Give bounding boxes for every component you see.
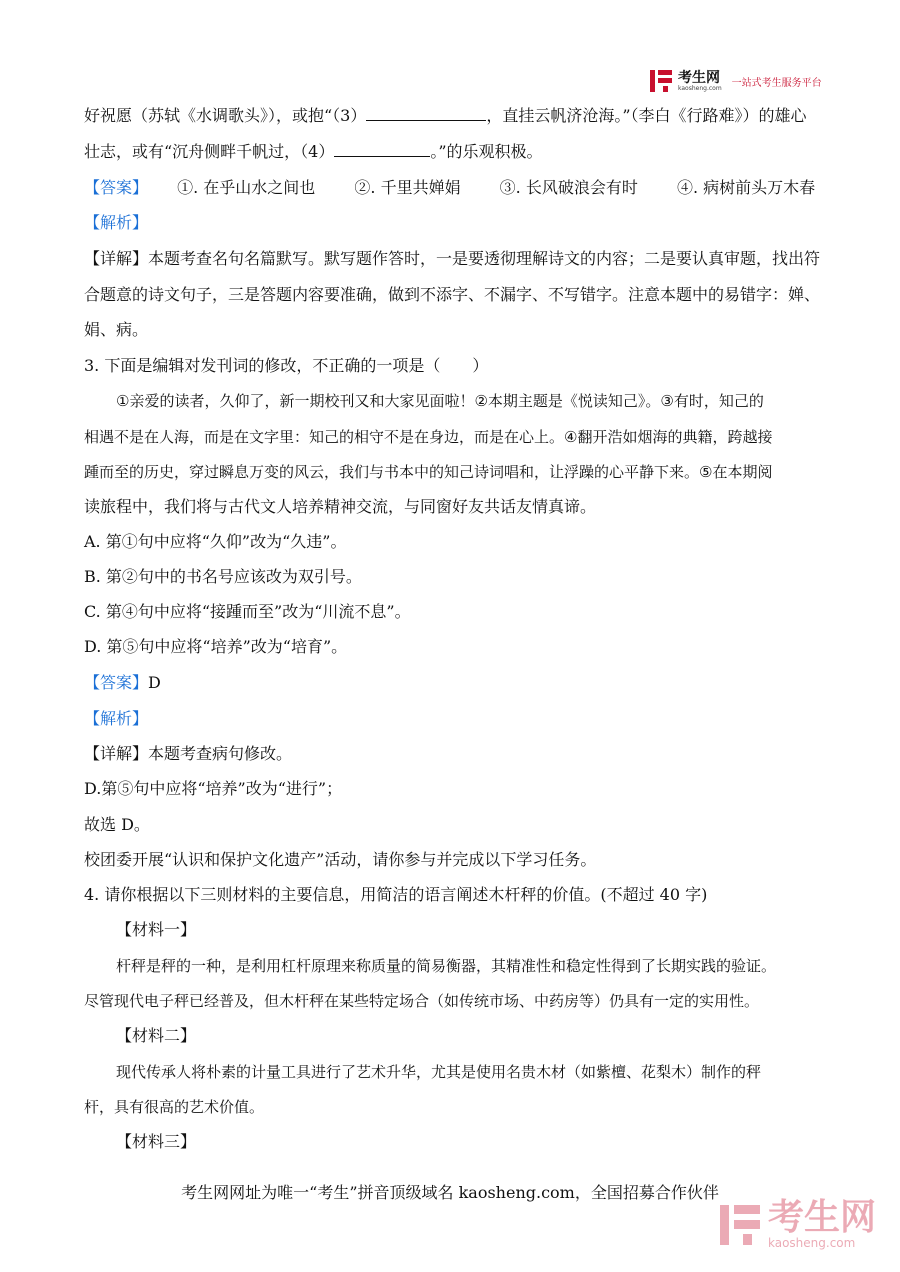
fill-blank-4 [334, 142, 430, 157]
detail-line: 合题意的诗文句子，三是答题内容要准确，做到不添字、不漏字、不写错字。注意本题中的易错字：婵、 [84, 285, 821, 304]
fill-blank-3 [366, 106, 486, 121]
text-segment: ，直挂云帆济沧海。”（李白《行路难》）的雄心 [486, 106, 807, 125]
detail-line: 故选 D。 [84, 815, 150, 834]
answer-item: ③. 长风破浪会有时 [499, 178, 638, 197]
material-1-title: 【材料一】 [116, 920, 197, 939]
watermark-text [768, 1197, 877, 1250]
answer-row [84, 177, 815, 199]
answer-tag: 【答案】 [84, 178, 149, 197]
header-logo [650, 70, 822, 92]
detail-line: D.第⑤句中应将“培养”改为“进行”； [84, 779, 343, 798]
text-line [84, 141, 543, 163]
answer-item: ④. 病树前头万木春 [676, 178, 816, 197]
option-c: C. 第④句中应将“接踵而至”改为“川流不息”。 [84, 602, 411, 621]
passage-line: 踵而至的历史，穿过瞬息万变的风云，我们与书本中的知己诗词唱和，让浮躁的心平静下来。⑤在本期阅 [84, 463, 773, 481]
material-3-title: 【材料三】 [116, 1132, 197, 1151]
passage-line: 读旅程中，我们将与古代文人培养精神交流，与同窗好友共话友情真谛。 [84, 497, 597, 516]
detail-line: 【详解】本题考查名句名篇默写。默写题作答时，一是要透彻理解诗文的内容；二是要认真审题，找出符 [84, 249, 821, 268]
watermark [720, 1197, 877, 1250]
text-segment: 好祝愿（苏轼《水调歌头》），或抱“（3） [84, 106, 367, 125]
material-2-title: 【材料二】 [116, 1026, 197, 1045]
watermark-name: 考生网 [768, 1197, 877, 1238]
detail-line: 娟、病。 [84, 320, 149, 339]
detail-line: 【详解】本题考查病句修改。 [84, 744, 293, 763]
analysis-tag: 【解析】 [84, 213, 149, 232]
answer-value: D [148, 673, 161, 692]
option-a: A. 第①句中应将“久仰”改为“久违”。 [84, 532, 347, 551]
footer-text: 考生网网址为唯一“考生”拼音顶级域名 kaosheng.com，全国招募合作伙伴 [181, 1183, 719, 1202]
analysis-tag: 【解析】 [84, 709, 149, 728]
answer-item: ②. 千里共婵娟 [354, 178, 461, 197]
material-line: 杆，具有很高的艺术价值。 [84, 1098, 265, 1116]
text-line [84, 105, 807, 127]
answer-row [84, 672, 161, 694]
material-line: 现代传承人将朴素的计量工具进行了艺术升华，尤其是使用名贵木材（如紫檀、花梨木）制作的秤 [116, 1063, 762, 1081]
task-intro: 校团委开展“认识和保护文化遗产”活动，请你参与并完成以下学习任务。 [84, 850, 597, 869]
question-3: 3. 下面是编辑对发刊词的修改，不正确的一项是（ ） [84, 356, 489, 375]
option-d: D. 第⑤句中应将“培养”改为“培育”。 [84, 637, 348, 656]
watermark-logo-icon [720, 1205, 760, 1245]
passage-line: 相遇不是在人海，而是在文字里：知己的相守不是在身边，而是在心上。④翻开浩如烟海的典籍，跨越接 [84, 428, 773, 446]
logo-icon [650, 70, 672, 92]
answer-item: ①. 在乎山水之间也 [177, 178, 316, 197]
passage-line: ①亲爱的读者，久仰了，新一期校刊又和大家见面啦！②本期主题是《悦读知己》。③有时，知己的 [116, 392, 764, 410]
text-segment: 壮志，或有“沉舟侧畔千帆过，（4） [84, 142, 335, 161]
question-4: 4. 请你根据以下三则材料的主要信息，用简洁的语言阐述木杆秤的价值。(不超过 40 字) [84, 885, 708, 904]
answer-tag: 【答案】 [84, 673, 149, 692]
logo-text [678, 71, 722, 92]
watermark-domain: kaosheng.com [768, 1236, 856, 1250]
logo-slogan: 一站式考生服务平台 [731, 77, 822, 89]
logo-domain: kaosheng.com [678, 84, 722, 92]
option-b: B. 第②句中的书名号应该改为双引号。 [84, 567, 362, 586]
text-segment: 。”的乐观积极。 [430, 142, 543, 161]
material-line: 尽管现代电子秤已经普及，但木杆秤在某些特定场合（如传统市场、中药房等）仍具有一定的实用性。 [84, 992, 760, 1010]
logo-name: 考生网 [678, 69, 720, 86]
material-line: 杆秤是秤的一种，是利用杠杆原理来称质量的简易衡器，其精准性和稳定性得到了长期实践的验证。 [116, 957, 777, 975]
